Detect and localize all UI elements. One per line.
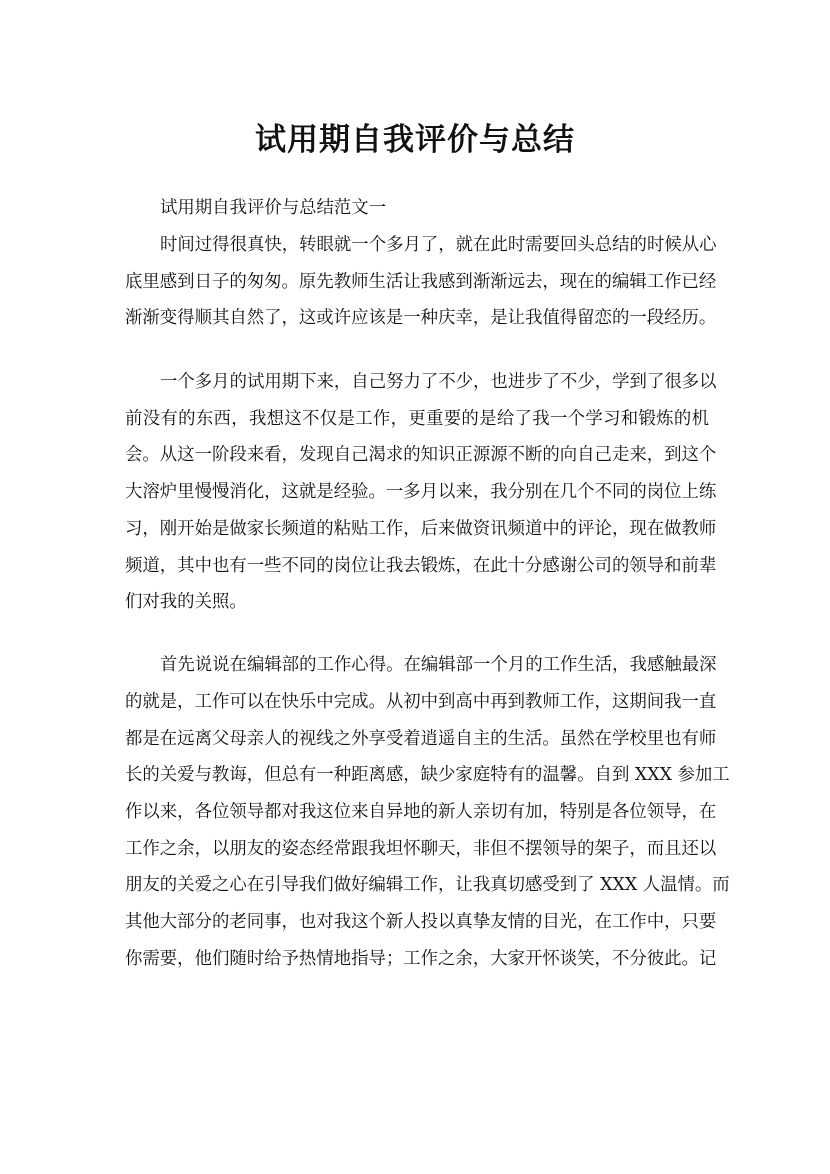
paragraph-line: 大溶炉里慢慢消化，这就是经验。一多月以来，我分别在几个不同的岗位上练 [125,482,717,502]
paragraph-line: 习，刚开始是做家长频道的粘贴工作，后来做资讯频道中的评论，现在做教师 [125,519,717,539]
section-subtitle: 试用期自我评价与总结范文一 [160,198,387,218]
paragraph-line: 长的关爱与教诲，但总有一种距离感，缺少家庭特有的温馨。自到 XXX 参加工 [125,765,730,785]
paragraph-line: 朋友的关爱之心在引导我们做好编辑工作，让我真切感受到了 XXX 人温情。而 [125,875,730,895]
paragraph-line: 会。从这一阶段来看，发现自己渴求的知识正源源不断的向自己走来，到这个 [125,445,717,465]
paragraph-line: 其他大部分的老同事，也对我这个新人投以真挚友情的目光，在工作中，只要 [125,912,717,932]
paragraph-line: 频道，其中也有一些不同的岗位让我去锻炼，在此十分感谢公司的领导和前辈 [125,556,717,576]
paragraph-line: 前没有的东西，我想这不仅是工作，更重要的是给了我一个学习和锻炼的机 [125,409,709,429]
paragraph-line: 你需要，他们随时给予热情地指导；工作之余，大家开怀谈笑，不分彼此。记 [125,949,717,969]
paragraph-line: 首先说说在编辑部的工作心得。在编辑部一个月的工作生活，我感触最深 [160,655,717,675]
paragraph-line: 的就是，工作可以在快乐中完成。从初中到高中再到教师工作，这期间我一直 [125,692,717,712]
document-title: 试用期自我评价与总结 [255,122,575,158]
paragraph-line: 们对我的关照。 [125,592,247,612]
paragraph-line: 底里感到日子的匆匆。原先教师生活让我感到渐渐远去，现在的编辑工作已经 [125,272,717,292]
paragraph-line: 一个多月的试用期下来，自己努力了不少，也进步了不少，学到了很多以 [160,372,717,392]
paragraph-line: 作以来，各位领导都对我这位来自异地的新人亲切有加，特别是各位领导，在 [125,802,717,822]
paragraph-line: 工作之余，以朋友的姿态经常跟我坦怀聊天，非但不摆领导的架子，而且还以 [125,839,717,859]
paragraph-line: 时间过得很真快，转眼就一个多月了，就在此时需要回头总结的时候从心 [160,235,717,255]
paragraph-line: 渐渐变得顺其自然了，这或许应该是一种庆幸，是让我值得留恋的一段经历。 [125,308,717,328]
paragraph-line: 都是在远离父母亲人的视线之外享受着逍遥自主的生活。虽然在学校里也有师 [125,729,717,749]
